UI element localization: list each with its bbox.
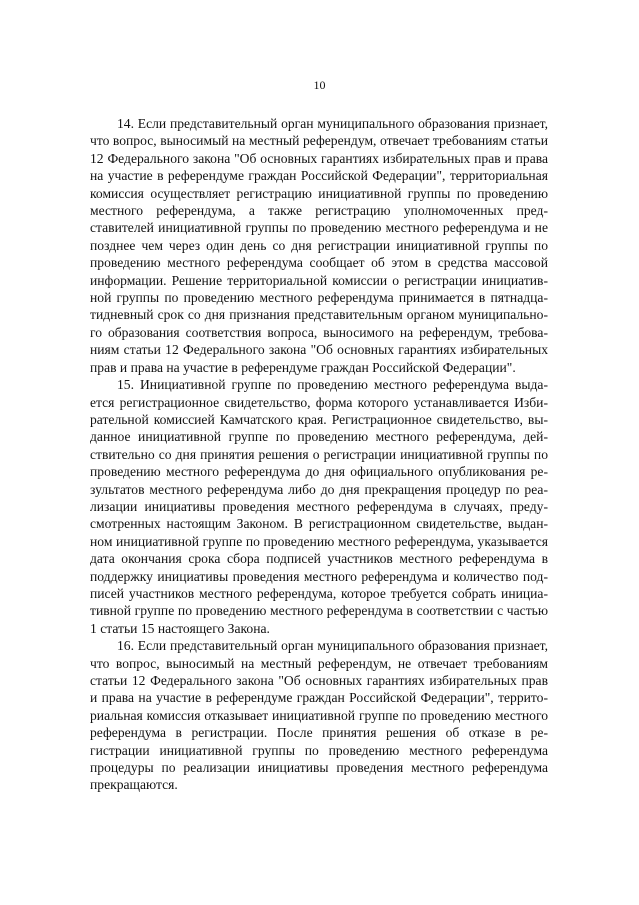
paragraph-15: 15. Инициативной группе по проведению местного референдума выдается регистрационное свидетельство, форма которого устанавливается Избирательной комиссией Камчатского края. Регистрационное свидетельство, выданное инициативной группе по проведению местного референдума, действительно со дня принятия решения о регистрации инициативной группы по проведению местного референдума до дня официального опубликования результатов местного референдума либо до дня прекращения процедур по реализации инициативы проведения местного референдума в случаях, предусмотренных настоящим Законом. В регистрационном свидетельстве, выданном инициативной группе по проведению местного референдума, указывается дата окончания срока сбора подписей участников местного референдума в поддержку инициативы проведения местного референдума и количество подписей участников местного референдума, которое требуется собрать инициативной группе по проведению местного референдума в соответствии с частью 1 статьи 15 настоящего Закона.	[90, 377, 548, 636]
paragraph-16: 16. Если представительный орган муниципального образования признает, что вопрос, выносимый на местный референдум, не отвечает требованиям статьи 12 Федерального закона "Об основных гарантиях избирательных прав и права на участие в референдуме граждан Российской Федерации", территориальная комиссия отказывает инициативной группе по проведению местного референдума в регистрации. После принятия решения об отказе в регистрации инициативной группы по проведению местного референдума процедуры по реализации инициативы проведения местного референдума прекращаются.	[90, 638, 548, 793]
page-number: 10	[313, 78, 326, 92]
document-body	[90, 115, 548, 794]
paragraph-14: 14. Если представительный орган муниципального образования признает, что вопрос, выносимый на местный референдум, отвечает требованиям статьи 12 Федерального закона "Об основных гарантиях избирательных прав и права на участие в референдуме граждан Российской Федерации", территориальная комиссия осуществляет регистрацию инициативной группы по проведению местного референдума, а также регистрацию уполномоченных представителей инициативной группы по проведению местного референдума и не позднее чем через один день со дня регистрации инициативной группы по проведению местного референдума сообщает об этом в средства массовой информации. Решение территориальной комиссии о регистрации инициативной группы по проведению местного референдума принимается в пятнадцатидневный срок со дня признания представительным органом муниципального образования соответствия вопроса, выносимого на референдум, требованиям статьи 12 Федерального закона "Об основных гарантиях избирательных прав и права на участие в референдуме граждан Российской Федерации".	[90, 116, 548, 375]
